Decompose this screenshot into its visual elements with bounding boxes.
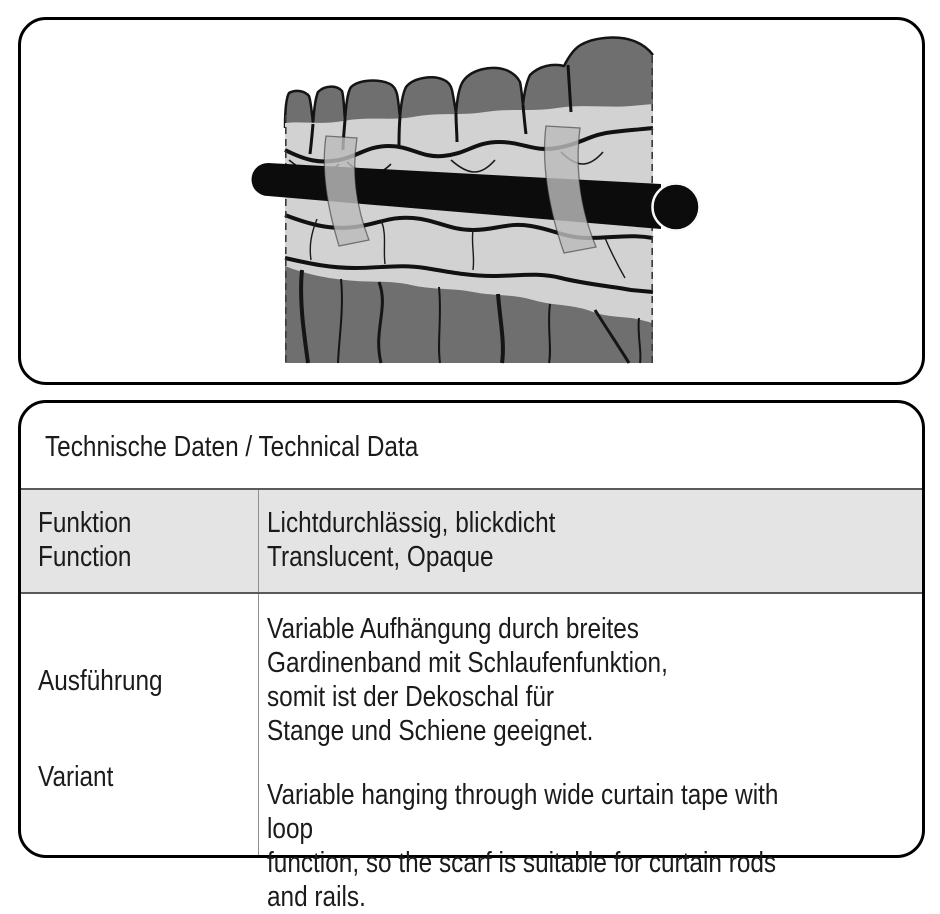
table-row-function (21, 488, 922, 594)
function-label-cell (21, 490, 259, 592)
rod-end-cap (653, 184, 700, 231)
curtain-rod-illustration (21, 20, 922, 382)
variant-value-en: Variable hanging through wide curtain tape with loop function, so the scarf is suitable for curtain rods and rails. (267, 779, 779, 913)
table-title-row (21, 403, 922, 488)
variant-value-de: Variable Aufhängung durch breites Gardinenband mit Schlaufenfunktion, somit ist der Dekoschal für Stange und Schiene geeignet. (267, 613, 668, 747)
variant-label-de: Ausführung (38, 665, 163, 697)
variant-label-cell (21, 594, 259, 855)
technical-data-panel (18, 400, 925, 913)
variant-value-cell (259, 594, 922, 913)
table-row-variant (21, 594, 922, 913)
table-title: Technische Daten / Technical Data (45, 431, 419, 463)
variant-label-en: Variant (38, 761, 114, 793)
product-illustration-panel (18, 17, 925, 385)
function-value-en: Translucent, Opaque (267, 541, 494, 573)
function-label-en: Function (38, 541, 132, 573)
function-label-de: Funktion (38, 507, 132, 539)
function-value-cell (259, 490, 922, 592)
function-value-de: Lichtdurchlässig, blickdicht (267, 507, 556, 539)
